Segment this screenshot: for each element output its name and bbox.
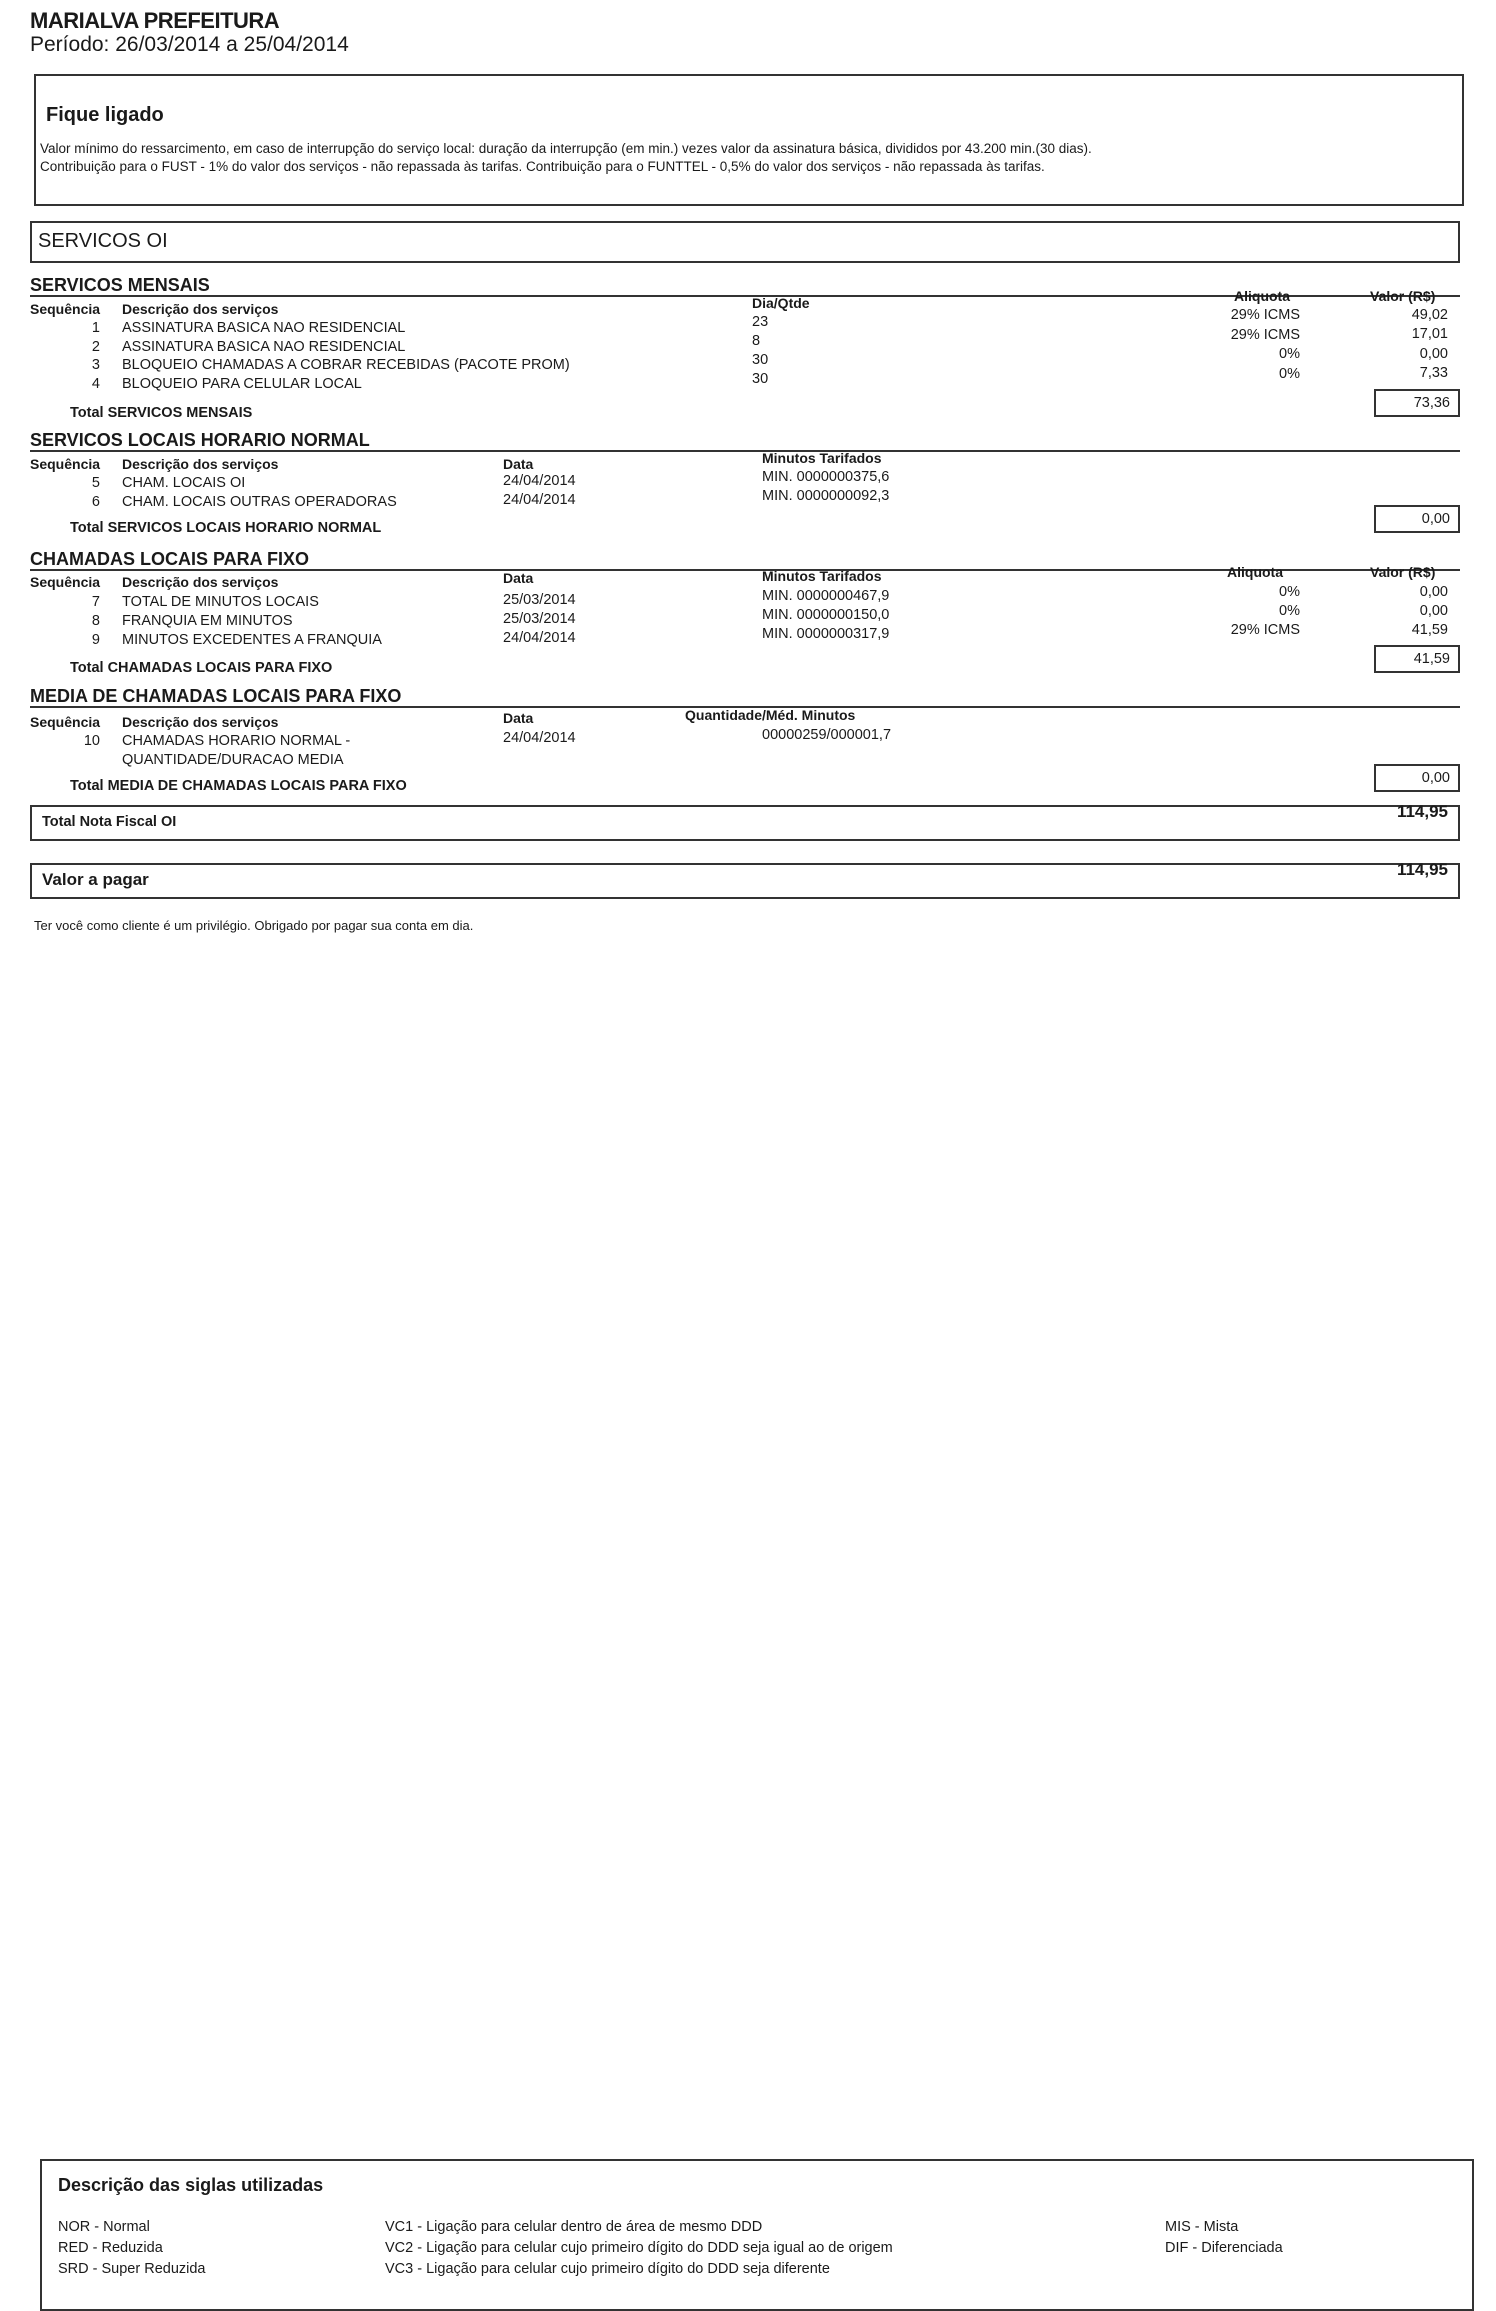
group-title-fixo: CHAMADAS LOCAIS PARA FIXO [30, 549, 309, 569]
legend-item: MIS - Mista [1165, 2219, 1239, 2235]
thanks-message: Ter você como cliente é um privilégio. Obrigado por pagar sua conta em dia. [34, 918, 474, 933]
row-seq: 7 [91, 594, 100, 610]
row-desc: ASSINATURA BASICA NAO RESIDENCIAL [122, 320, 406, 336]
row-aliq: 29% ICMS [1230, 327, 1300, 343]
row-seq: 5 [91, 475, 100, 491]
row-desc: CHAM. LOCAIS OUTRAS OPERADORAS [122, 494, 397, 510]
row-qty: 30 [752, 371, 769, 387]
notice-title: Fique ligado [46, 104, 164, 126]
row-qty: 30 [752, 352, 769, 368]
row-desc: BLOQUEIO CHAMADAS A COBRAR RECEBIDAS (PACOTE PROM) [122, 357, 570, 373]
row-desc: ASSINATURA BASICA NAO RESIDENCIAL [122, 339, 406, 355]
row-min: MIN. 0000000467,9 [762, 588, 890, 604]
row-val: 49,02 [1411, 307, 1448, 323]
row-min: MIN. 0000000317,9 [762, 626, 890, 642]
total-nota-label: Total Nota Fiscal OI [42, 814, 177, 830]
row-seq: 3 [91, 357, 100, 373]
row-date: 25/03/2014 [503, 592, 576, 608]
total-value-mensais: 73,36 [1374, 389, 1460, 417]
notice-line-1: Valor mínimo do ressarcimento, em caso de interrupção do serviço local: duração da interrupção (em min.) vezes valor da assinatura básica, divididos por 43.200 min.(30 dias). [40, 141, 1092, 156]
row-aliq: 29% ICMS [1230, 622, 1300, 638]
col-header-min: Minutos Tarifados [762, 568, 882, 584]
notice-box [34, 74, 1464, 206]
row-aliq: 0% [1279, 603, 1300, 619]
row-val: 0,00 [1419, 346, 1448, 362]
row-desc: BLOQUEIO PARA CELULAR LOCAL [122, 376, 362, 392]
section-title: SERVICOS OI [38, 230, 168, 252]
row-val: 17,01 [1411, 326, 1448, 342]
col-header-val: Valor (R$) [1370, 564, 1436, 580]
total-value-locais: 0,00 [1374, 505, 1460, 533]
row-aliq: 0% [1279, 584, 1300, 600]
row-min: MIN. 0000000150,0 [762, 607, 890, 623]
valor-pagar-label: Valor a pagar [42, 870, 149, 889]
total-nota-box [30, 805, 1460, 841]
legend-title: Descrição das siglas utilizadas [58, 2175, 324, 2195]
legend-item: SRD - Super Reduzida [58, 2261, 206, 2277]
row-date: 24/04/2014 [503, 630, 576, 646]
row-date: 24/04/2014 [503, 730, 576, 746]
company-name: MARIALVA PREFEITURA [30, 8, 280, 33]
group-title-media: MEDIA DE CHAMADAS LOCAIS PARA FIXO [30, 686, 402, 706]
row-seq: 8 [91, 613, 100, 629]
total-value-media: 0,00 [1374, 764, 1460, 792]
row-qty: 23 [752, 314, 769, 330]
row-val: 7,33 [1419, 365, 1448, 381]
row-val: 41,59 [1411, 622, 1448, 638]
row-seq: 6 [91, 494, 100, 510]
col-header-desc: Descrição dos serviços [122, 574, 279, 590]
legend-item: RED - Reduzida [58, 2240, 163, 2256]
row-min: MIN. 0000000092,3 [762, 488, 890, 504]
row-qty: 8 [752, 333, 761, 349]
legend-item: VC2 - Ligação para celular cujo primeiro dígito do DDD seja igual ao de origem [385, 2240, 893, 2256]
row-desc: MINUTOS EXCEDENTES A FRANQUIA [122, 632, 382, 648]
section-header-box [30, 221, 1460, 263]
row-date: 24/04/2014 [503, 473, 576, 489]
row-date: 24/04/2014 [503, 492, 576, 508]
row-date: 25/03/2014 [503, 611, 576, 627]
total-label-mensais: Total SERVICOS MENSAIS [70, 405, 253, 421]
col-header-qty: Dia/Qtde [752, 295, 810, 311]
row-seq: 4 [91, 376, 100, 392]
col-header-val: Valor (R$) [1370, 288, 1436, 304]
col-header-desc: Descrição dos serviços [122, 301, 279, 317]
row-desc: FRANQUIA EM MINUTOS [122, 613, 293, 629]
legend-item: VC1 - Ligação para celular dentro de área de mesmo DDD [385, 2219, 763, 2235]
row-val: 0,00 [1419, 603, 1448, 619]
row-seq: 9 [91, 632, 100, 648]
valor-pagar-value: 114,95 [1396, 860, 1448, 879]
col-header-qty: Quantidade/Méd. Minutos [685, 707, 856, 723]
row-aliq: 0% [1279, 346, 1300, 362]
col-header-aliq: Aliquota [1234, 288, 1290, 304]
group-title-mensais: SERVICOS MENSAIS [30, 275, 210, 295]
row-qty: 00000259/000001,7 [762, 727, 892, 743]
total-label-locais: Total SERVICOS LOCAIS HORARIO NORMAL [70, 520, 382, 536]
col-header-min: Minutos Tarifados [762, 450, 882, 466]
row-aliq: 29% ICMS [1230, 307, 1300, 323]
notice-line-2: Contribuição para o FUST - 1% do valor dos serviços - não repassada às tarifas. Contribuição para o FUNTTEL - 0,5% do valor dos serviços - não repassada às tarifas. [40, 159, 1045, 174]
col-header-seq: Sequência [30, 574, 101, 590]
row-seq: 10 [83, 733, 100, 749]
billing-period: Período: 26/03/2014 a 25/04/2014 [30, 33, 349, 56]
col-header-seq: Sequência [30, 714, 101, 730]
legend-item: DIF - Diferenciada [1165, 2240, 1283, 2256]
total-label-media: Total MEDIA DE CHAMADAS LOCAIS PARA FIXO [70, 778, 407, 794]
col-header-seq: Sequência [30, 456, 101, 472]
row-seq: 2 [91, 339, 100, 355]
col-header-seq: Sequência [30, 301, 101, 317]
row-aliq: 0% [1279, 366, 1300, 382]
row-desc: CHAMADAS HORARIO NORMAL - [122, 733, 351, 749]
row-seq: 1 [91, 320, 100, 336]
total-nota-value: 114,95 [1396, 802, 1448, 821]
group-title-locais: SERVICOS LOCAIS HORARIO NORMAL [30, 430, 370, 450]
valor-pagar-box [30, 863, 1460, 899]
row-desc: CHAM. LOCAIS OI [122, 475, 246, 491]
row-min: MIN. 0000000375,6 [762, 469, 890, 485]
col-header-date: Data [503, 570, 534, 586]
total-label-fixo: Total CHAMADAS LOCAIS PARA FIXO [70, 660, 333, 676]
col-header-desc: Descrição dos serviços [122, 714, 279, 730]
col-header-date: Data [503, 456, 534, 472]
row-val: 0,00 [1419, 584, 1448, 600]
row-desc-continued: QUANTIDADE/DURACAO MEDIA [122, 752, 344, 768]
col-header-aliq: Aliquota [1227, 564, 1283, 580]
total-value-fixo: 41,59 [1374, 645, 1460, 673]
divider [30, 450, 1460, 452]
col-header-desc: Descrição dos serviços [122, 456, 279, 472]
row-desc: TOTAL DE MINUTOS LOCAIS [122, 594, 319, 610]
col-header-date: Data [503, 710, 534, 726]
legend-item: NOR - Normal [58, 2219, 150, 2235]
legend-item: VC3 - Ligação para celular cujo primeiro dígito do DDD seja diferente [385, 2261, 830, 2277]
